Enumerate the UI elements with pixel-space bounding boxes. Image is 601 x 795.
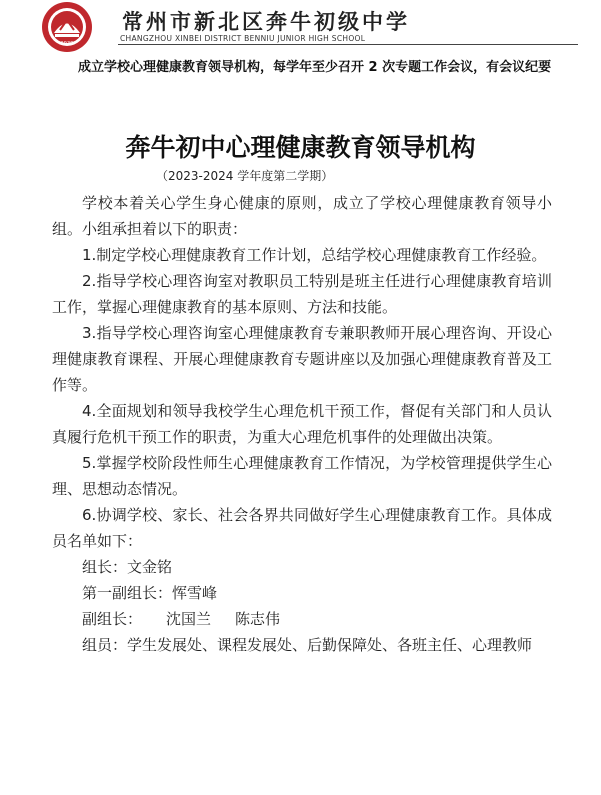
deputy-name: 陈志伟 (235, 610, 281, 628)
page-title: 奔牛初中心理健康教育领导机构 (125, 133, 476, 162)
member-first-deputy: 第一副组长：恽雪峰 (82, 584, 218, 602)
duty-item: 2.指导学校心理咨询室对教职员工特别是班主任进行心理健康教育培训工作，掌握心理健康教育的基本原则、方法和技能。 (52, 272, 552, 316)
member-team: 组员：学生发展处、课程发展处、后勤保障处、各班主任、心理教师 (82, 636, 533, 654)
document-body (52, 190, 552, 658)
school-logo-icon (40, 0, 94, 54)
duty-item: 5.掌握学校阶段性师生心理健康教育工作情况，为学校管理提供学生心理、思想动态情况。 (52, 454, 552, 498)
requirement-note: 成立学校心理健康教育领导机构，每学年至少召开 2 次专题工作会议，有会议纪要 (78, 60, 552, 75)
deputy-name: 沈国兰 (166, 610, 212, 628)
logo-year: 1930 (60, 41, 74, 47)
intro-paragraph: 学校本着关心学生身心健康的原则，成立了学校心理健康教育领导小组。小组承担着以下的职责： (52, 194, 552, 238)
duty-item: 4.全面规划和领导我校学生心理危机干预工作，督促有关部门和人员认真履行危机干预工作的职责，为重大心理危机事件的处理做出决策。 (52, 402, 552, 446)
school-name: 常州市新北区奔牛初级中学 (122, 9, 410, 34)
letterhead (40, 0, 580, 58)
duty-item: 3.指导学校心理咨询室心理健康教育专兼职教师开展心理咨询、开设心理健康教育课程、开展心理健康教育专题讲座以及加强心理健康教育普及工作等。 (52, 324, 552, 394)
letterhead-rule (118, 44, 578, 45)
page-subtitle: （2023-2024 学年度第二学期） (156, 169, 334, 183)
member-deputies (52, 606, 552, 632)
member-leader: 组长：文金铭 (82, 558, 173, 576)
school-name-english: CHANGZHOU XINBEI DISTRICT BENNIU JUNIOR HIGH SCHOOL (120, 34, 366, 43)
duty-item: 1.制定学校心理健康教育工作计划，总结学校心理健康教育工作经验。 (82, 246, 547, 264)
deputy-label: 副组长： (82, 610, 143, 628)
duty-item: 6.协调学校、家长、社会各界共同做好学生心理健康教育工作。具体成员名单如下： (52, 506, 552, 550)
